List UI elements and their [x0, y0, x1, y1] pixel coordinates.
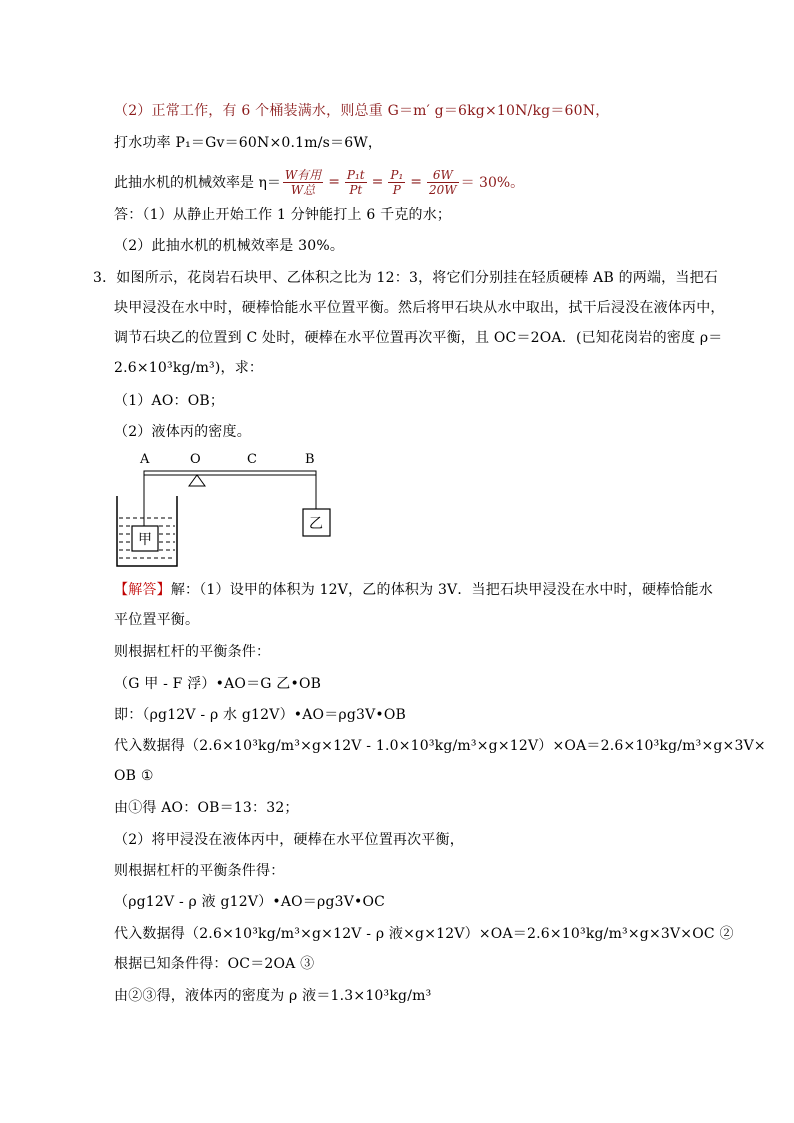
solution-line6: 代入数据得（2.6×10³kg/m³×g×12V - 1.0×10³kg/m³×g×12V）×OA＝2.6×10³kg/m³×g×3V×: [114, 738, 766, 754]
solution-line12: 代入数据得（2.6×10³kg/m³×g×12V - ρ 液×g×12V）×OA＝2.6×10³kg/m³×g×3V×OC ②: [114, 926, 734, 942]
fraction-values: $\frac{6W}{20W}$: [429, 167, 457, 197]
solution-line14: 由②③得，液体丙的密度为 ρ 液＝1.3×10³kg/m³: [114, 988, 432, 1004]
answer-1: 答：（1）从静止开始工作 1 分钟能打上 6 千克的水；: [114, 207, 452, 223]
lever-diagram: [100, 446, 360, 576]
q3-line3: 调节石块乙的位置到 C 处时，硬棒在水平位置再次平衡，且 OC＝2OA．(已知花岗岩的密度 ρ＝: [114, 330, 723, 346]
solution-line11: （ρg12V - ρ 液 g12V）•AO＝ρg3V•OC: [114, 894, 386, 910]
label-b: B: [305, 452, 315, 467]
q3-line1: 3．如图所示，花岗岩石块甲、乙体积之比为 12：3，将它们分别挂在轻质硬棒 AB 的两端，当把石: [93, 270, 718, 286]
solution-line8: 由①得 AO：OB＝13：32；: [114, 800, 299, 816]
label-c: C: [247, 452, 257, 467]
block-yi-label: 乙: [309, 516, 323, 532]
answer-2: （2）此抽水机的机械效率是 30%。: [114, 238, 345, 254]
efficiency-prefix: 此抽水机的机械效率是 η＝: [114, 175, 281, 191]
q3-sub1: （1）AO：OB；: [114, 393, 225, 409]
part2-line1: （2）正常工作，有 6 个桶装满水，则总重 G＝m′ g＝6kg×10N/kg＝60N，: [114, 103, 610, 119]
label-a: A: [140, 452, 150, 467]
solution-line4: （G 甲 - F 浮）•AO＝G 乙•OB: [114, 676, 322, 692]
solution-line10: 则根据杠杆的平衡条件得：: [114, 863, 285, 879]
fulcrum: [189, 475, 205, 486]
block-jia-label: 甲: [138, 532, 152, 548]
fraction-pt: $\frac{\text{P₁t}}{Pt}$: [346, 167, 365, 197]
solution-line9: （2）将甲浸没在液体丙中，硬棒在水平位置再次平衡，: [114, 832, 464, 848]
solution-line7: OB ①: [114, 768, 154, 784]
solution-line1: 【解答】解：（1）设甲的体积为 12V，乙的体积为 3V．当把石块甲浸没在水中时，硬棒恰能水: [114, 582, 713, 598]
efficiency-equation: 此抽水机的机械效率是 η＝ $\frac{\text{W有用}}{\text{W总}}$ = $\frac{\text{P₁t}}{Pt}$ = $\frac{\text{P₁}}{P}$ = $\frac{6W}{20W}$ ＝ 30%。: [114, 167, 525, 197]
label-o: O: [190, 452, 201, 467]
fraction-p: $\frac{\text{P₁}}{P}$: [390, 167, 404, 197]
efficiency-result: ＝ 30%。: [460, 175, 525, 191]
solution-tag: 【解答】: [114, 582, 171, 598]
part2-line2: 打水功率 P₁＝Gv＝60N×0.1m/s＝6W，: [114, 135, 383, 151]
solution-line5: 即：（ρg12V - ρ 水 g12V）•AO＝ρg3V•OB: [114, 707, 407, 723]
q3-line2: 块甲浸没在水中时，硬棒恰能水平位置平衡。然后将甲石块从水中取出，拭干后浸没在液体丙中，: [114, 300, 725, 316]
solution-line2: 平位置平衡。: [114, 612, 200, 628]
lever-rod: [144, 471, 316, 475]
solution-line3: 则根据杠杆的平衡条件：: [114, 644, 271, 660]
q3-sub2: （2）液体丙的密度。: [114, 424, 251, 440]
q3-line4: 2.6×10³kg/m³)，求：: [114, 360, 264, 376]
fraction-w: $\frac{\text{W有用}}{\text{W总}}$: [284, 167, 322, 197]
solution-line13: 根据已知条件得：OC＝2OA ③: [114, 956, 315, 972]
